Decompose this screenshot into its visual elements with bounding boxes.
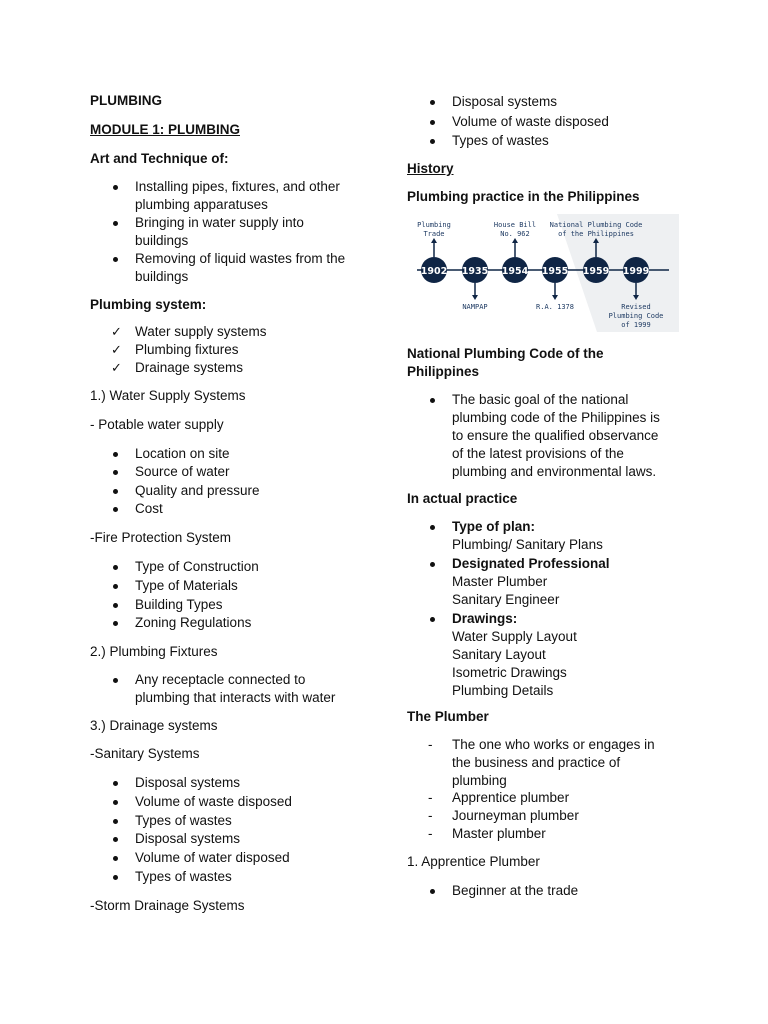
bullet-icon bbox=[430, 889, 435, 894]
list-item-line: Types of wastes bbox=[135, 869, 232, 884]
list-item-text bbox=[135, 830, 365, 848]
list-item-line: plumbing and environmental laws. bbox=[452, 464, 657, 479]
list-item-label: Drawings: bbox=[452, 611, 518, 626]
bullet-icon bbox=[430, 398, 435, 403]
list-item-text bbox=[452, 807, 682, 825]
bullet-icon bbox=[430, 100, 435, 105]
check-icon: ✓ bbox=[111, 324, 122, 339]
list-item-text bbox=[452, 825, 682, 843]
list-item-text bbox=[452, 555, 682, 609]
dash-marker: - bbox=[428, 737, 433, 752]
list-item-line: Plumbing Details bbox=[452, 683, 554, 698]
drainage-heading: 3.) Drainage systems bbox=[90, 718, 218, 733]
list-item-line: Type of Construction bbox=[135, 559, 259, 574]
list-item-line: Types of wastes bbox=[452, 133, 549, 148]
list-item-text bbox=[452, 518, 682, 554]
list-item-line: Isometric Drawings bbox=[452, 665, 567, 680]
list-item-line: Plumbing fixtures bbox=[135, 342, 239, 357]
timeline-year: 1959 bbox=[582, 266, 610, 277]
list-item-text bbox=[452, 132, 682, 150]
list-item-text bbox=[135, 868, 365, 886]
history-heading: History bbox=[407, 161, 454, 176]
bullet-icon bbox=[113, 565, 118, 570]
dash-marker: - bbox=[428, 808, 433, 823]
list-item-line: Sanitary Layout bbox=[452, 647, 546, 662]
bullet-icon bbox=[113, 185, 118, 190]
bullet-icon bbox=[113, 257, 118, 262]
bullet-icon bbox=[430, 120, 435, 125]
list-item-text bbox=[135, 341, 365, 359]
bullet-icon bbox=[113, 452, 118, 457]
list-item-line: plumbing bbox=[452, 773, 507, 788]
list-item-text bbox=[135, 323, 365, 341]
list-item-line: Zoning Regulations bbox=[135, 615, 252, 630]
list-item-text bbox=[135, 214, 365, 250]
list-item-text bbox=[452, 882, 682, 900]
timeline-label: House Bill bbox=[493, 221, 537, 229]
list-item-text bbox=[135, 671, 365, 707]
list-item-line: plumbing apparatuses bbox=[135, 197, 268, 212]
potable-heading: - Potable water supply bbox=[90, 417, 224, 432]
list-item-line: Removing of liquid wastes from the bbox=[135, 251, 346, 266]
list-item-text bbox=[135, 614, 365, 632]
list-item-text bbox=[135, 500, 365, 518]
list-item-line: buildings bbox=[135, 269, 189, 284]
list-item-text bbox=[452, 789, 682, 807]
timeline-arrow-down bbox=[472, 295, 478, 300]
bullet-icon bbox=[113, 800, 118, 805]
bullet-icon bbox=[430, 139, 435, 144]
list-item-text bbox=[135, 482, 365, 500]
bullet-icon bbox=[113, 678, 118, 683]
list-item-line: Any receptacle connected to bbox=[135, 672, 306, 687]
plumber-heading: The Plumber bbox=[407, 709, 489, 724]
list-item-line: Location on site bbox=[135, 446, 230, 461]
timeline-label: Revised bbox=[621, 303, 651, 311]
dash-marker: - bbox=[428, 826, 433, 841]
list-item-line: Sanitary Engineer bbox=[452, 592, 560, 607]
bullet-icon bbox=[113, 837, 118, 842]
list-item-text bbox=[135, 250, 365, 286]
timeline-year: 1999 bbox=[622, 266, 650, 277]
list-item-line: Type of Materials bbox=[135, 578, 238, 593]
list-item-line: Volume of waste disposed bbox=[135, 794, 292, 809]
npc-heading-line-2: Philippines bbox=[407, 364, 480, 379]
list-item-line: Bringing in water supply into bbox=[135, 215, 304, 230]
list-item-text bbox=[135, 359, 365, 377]
list-item-text bbox=[135, 178, 365, 214]
list-item-line: Types of wastes bbox=[135, 813, 232, 828]
bullet-icon bbox=[113, 856, 118, 861]
timeline-label: of 1999 bbox=[621, 321, 651, 329]
list-item-line: Volume of waste disposed bbox=[452, 114, 609, 129]
bullet-icon bbox=[430, 525, 435, 530]
list-item-label: Type of plan: bbox=[452, 519, 535, 534]
art-heading: Art and Technique of: bbox=[90, 151, 229, 166]
list-item-text bbox=[135, 596, 365, 614]
timeline-label: Plumbing bbox=[417, 221, 451, 229]
list-item-text bbox=[135, 577, 365, 595]
fixtures-heading: 2.) Plumbing Fixtures bbox=[90, 644, 218, 659]
list-item-line: Disposal systems bbox=[452, 94, 558, 109]
list-item-line: Disposal systems bbox=[135, 775, 241, 790]
bullet-icon bbox=[113, 507, 118, 512]
bullet-icon bbox=[430, 617, 435, 622]
list-item-line: plumbing code of the Philippines is bbox=[452, 410, 660, 425]
list-item-line: The basic goal of the national bbox=[452, 392, 629, 407]
document-title: PLUMBING bbox=[90, 93, 162, 108]
list-item-line: buildings bbox=[135, 233, 189, 248]
timeline-arrow-down bbox=[552, 295, 558, 300]
timeline-label: National Plumbing Code bbox=[549, 221, 643, 229]
list-item-line: Master Plumber bbox=[452, 574, 548, 589]
timeline-label: NAMPAP bbox=[462, 303, 488, 311]
practice-heading: Plumbing practice in the Philippines bbox=[407, 189, 640, 204]
bullet-icon bbox=[113, 584, 118, 589]
list-item-line: Water supply systems bbox=[135, 324, 267, 339]
bullet-icon bbox=[113, 875, 118, 880]
timeline-year: 1902 bbox=[420, 266, 448, 277]
bullet-icon bbox=[113, 470, 118, 475]
fire-heading: -Fire Protection System bbox=[90, 530, 232, 545]
timeline-label: R.A. 1378 bbox=[536, 303, 574, 311]
timeline-arrow-up bbox=[512, 238, 518, 243]
list-item-line: Building Types bbox=[135, 597, 223, 612]
list-item-line: Beginner at the trade bbox=[452, 883, 579, 898]
list-item-text bbox=[135, 793, 365, 811]
list-item-line: Drainage systems bbox=[135, 360, 244, 375]
sanitary-heading: -Sanitary Systems bbox=[90, 746, 200, 761]
check-icon: ✓ bbox=[111, 342, 122, 357]
bullet-icon bbox=[113, 819, 118, 824]
list-item-text bbox=[135, 445, 365, 463]
timeline-year: 1954 bbox=[501, 266, 529, 277]
timeline-label: Plumbing Code bbox=[608, 312, 664, 320]
timeline-label: Trade bbox=[423, 230, 445, 238]
timeline-label: No. 962 bbox=[500, 230, 530, 238]
dash-marker: - bbox=[428, 790, 433, 805]
list-item-line: of the latest provisions of the bbox=[452, 446, 624, 461]
list-item-line: Master plumber bbox=[452, 826, 546, 841]
list-item-line: Journeyman plumber bbox=[452, 808, 579, 823]
list-item-line: to ensure the qualified observance bbox=[452, 428, 659, 443]
timeline-year: 1955 bbox=[541, 266, 569, 277]
list-item-line: Installing pipes, fixtures, and other bbox=[135, 179, 340, 194]
list-item-line: Cost bbox=[135, 501, 163, 516]
list-item-line: Plumbing/ Sanitary Plans bbox=[452, 537, 603, 552]
apprentice-heading: 1. Apprentice Plumber bbox=[407, 854, 540, 869]
list-item-text bbox=[135, 463, 365, 481]
bullet-icon bbox=[113, 603, 118, 608]
list-item-text bbox=[135, 812, 365, 830]
list-item-text bbox=[452, 113, 682, 131]
list-item-line: Water Supply Layout bbox=[452, 629, 577, 644]
bullet-icon bbox=[113, 621, 118, 626]
water-supply-heading: 1.) Water Supply Systems bbox=[90, 388, 246, 403]
timeline-arrow-up bbox=[431, 238, 437, 243]
actual-practice-heading: In actual practice bbox=[407, 491, 518, 506]
list-item-line: Source of water bbox=[135, 464, 230, 479]
bullet-icon bbox=[430, 562, 435, 567]
bullet-icon bbox=[113, 489, 118, 494]
list-item-label: Designated Professional bbox=[452, 556, 610, 571]
timeline-year: 1935 bbox=[461, 266, 489, 277]
list-item-text bbox=[135, 558, 365, 576]
list-item-text bbox=[452, 736, 682, 790]
module-heading: MODULE 1: PLUMBING bbox=[90, 122, 240, 137]
check-icon: ✓ bbox=[111, 360, 122, 375]
list-item-text bbox=[452, 610, 682, 700]
bullet-icon bbox=[113, 781, 118, 786]
list-item-line: Volume of water disposed bbox=[135, 850, 290, 865]
system-heading: Plumbing system: bbox=[90, 297, 207, 312]
list-item-text bbox=[135, 849, 365, 867]
list-item-text bbox=[452, 391, 682, 481]
list-item-line: Apprentice plumber bbox=[452, 790, 570, 805]
list-item-text bbox=[452, 93, 682, 111]
list-item-text bbox=[135, 774, 365, 792]
list-item-line: plumbing that interacts with water bbox=[135, 690, 336, 705]
timeline-label: of the Philippines bbox=[558, 230, 634, 238]
npc-heading-line-1: National Plumbing Code of the bbox=[407, 346, 604, 361]
list-item-line: The one who works or engages in bbox=[452, 737, 655, 752]
list-item-line: the business and practice of bbox=[452, 755, 621, 770]
plumbing-timeline-figure bbox=[407, 214, 679, 332]
storm-heading: -Storm Drainage Systems bbox=[90, 898, 245, 913]
list-item-line: Disposal systems bbox=[135, 831, 241, 846]
bullet-icon bbox=[113, 221, 118, 226]
list-item-line: Quality and pressure bbox=[135, 483, 260, 498]
